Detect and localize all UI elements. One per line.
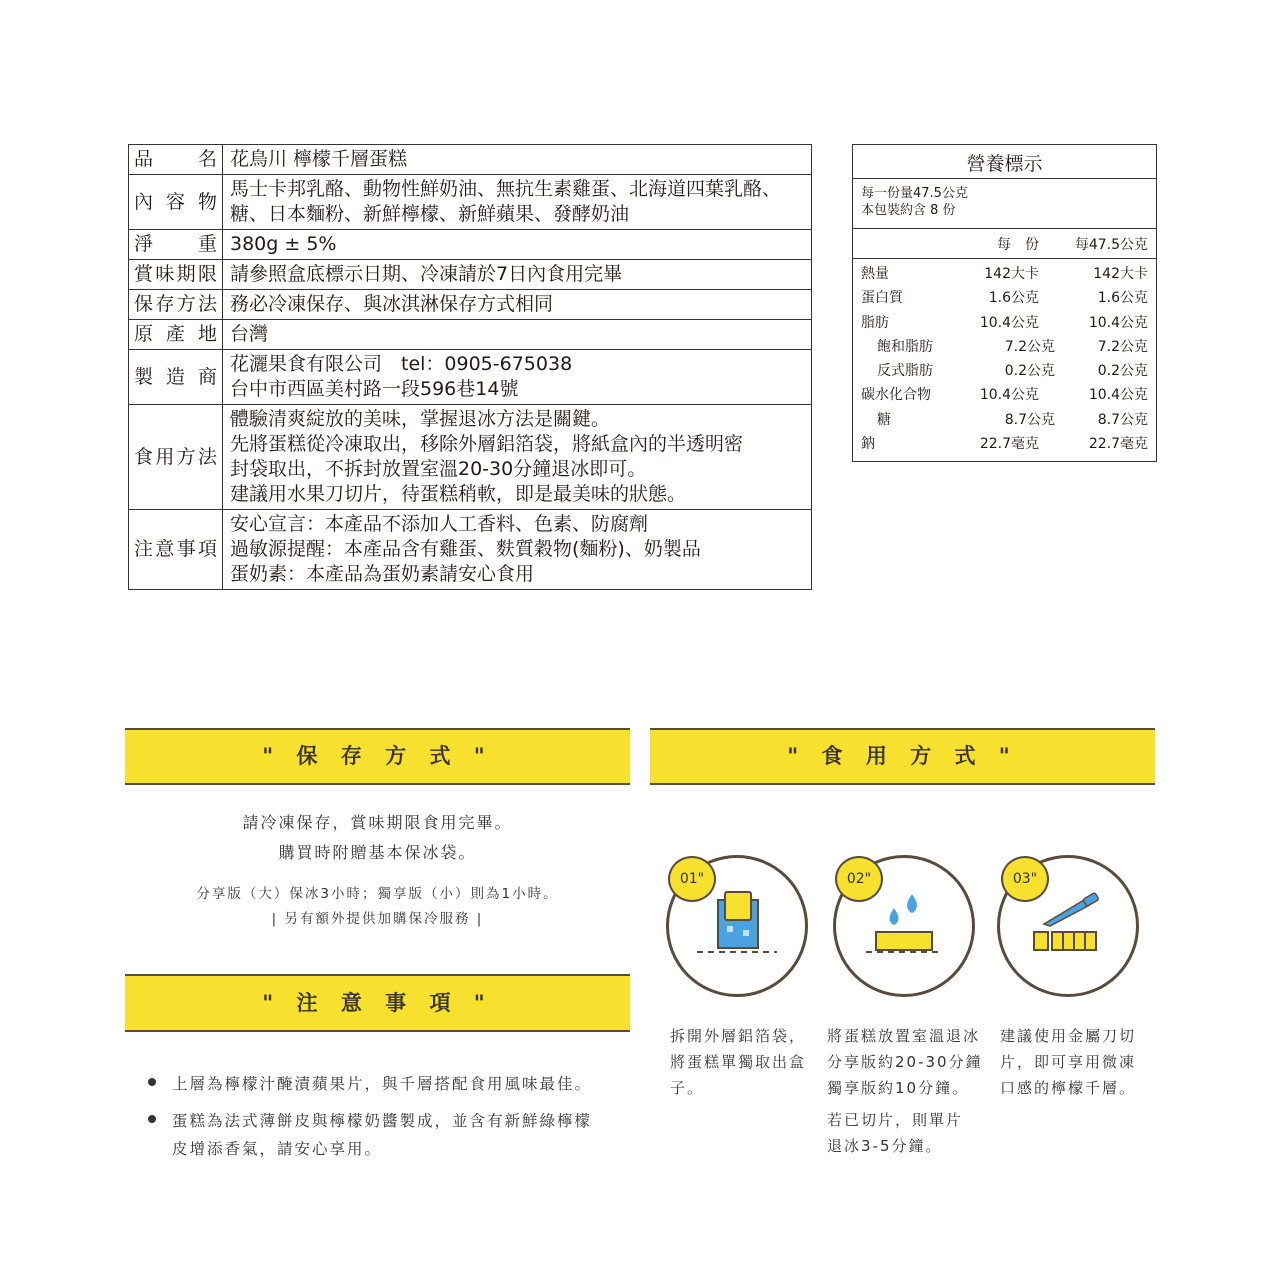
nutrient-per-serving: 7.2公克 xyxy=(1004,338,1055,355)
bullet-icon xyxy=(148,1115,156,1123)
nutrient-per-47g: 10.4公克 xyxy=(1088,314,1148,331)
notes-banner xyxy=(125,974,630,1032)
info-key: 原產地 xyxy=(129,320,223,350)
info-key: 注意事項 xyxy=(129,510,223,590)
info-key: 食用方法 xyxy=(129,405,223,510)
servings-per-pack: 本包裝約含 8 份 xyxy=(861,203,956,218)
serving-size: 每一份量47.5公克 xyxy=(861,186,968,201)
bullet-icon xyxy=(148,1078,156,1086)
col-per-serving: 每 份 xyxy=(997,237,1039,253)
nutrient-per-47g: 7.2公克 xyxy=(1097,338,1148,355)
step-number: 03" xyxy=(1001,856,1049,902)
product-info-table xyxy=(128,144,812,590)
nutrition-row xyxy=(853,311,1156,335)
eating-title: " 食 用 方 式 " xyxy=(787,744,1018,768)
nutrition-serving-info xyxy=(853,179,1156,229)
nutrition-table xyxy=(852,144,1157,462)
step-2-text: 將蛋糕放置室溫退冰 分享版約20-30分鐘 獨享版約10分鐘。 xyxy=(827,1027,983,1097)
step-1-text: 拆開外層鋁箔袋， 將蛋糕單獨取出盒 子。 xyxy=(670,1027,807,1097)
nutrient-per-serving: 0.2公克 xyxy=(1004,363,1055,380)
nutrient-per-47g: 0.2公克 xyxy=(1097,363,1148,380)
info-value: 務必冷凍保存、與冰淇淋保存方式相同 xyxy=(223,290,812,320)
nutrient-per-serving: 142大卡 xyxy=(984,266,1039,282)
info-key: 淨重 xyxy=(129,230,223,260)
info-key: 賞味期限 xyxy=(129,260,223,290)
info-value: 馬士卡邦乳酪、動物性鮮奶油、無抗生素雞蛋、北海道四葉乳酪、 糖、日本麵粉、新鮮檸檬、新鮮蘋果、發酵奶油 xyxy=(223,175,812,230)
info-row xyxy=(129,260,812,290)
info-key: 保存方法 xyxy=(129,290,223,320)
step-2-extra: 若已切片，則單片 退冰3-5分鐘。 xyxy=(827,1111,964,1155)
notes-item-text: 上層為檸檬汁醃漬蘋果片，與千層搭配食用風味最佳。 xyxy=(172,1075,593,1093)
info-row xyxy=(129,510,812,590)
nutrition-title: 營養標示 xyxy=(853,145,1156,179)
nutrition-row xyxy=(853,286,1156,310)
nutrient-name: 蛋白質 xyxy=(861,290,903,307)
nutrient-per-serving: 22.7毫克 xyxy=(979,436,1039,453)
info-key: 內容物 xyxy=(129,175,223,230)
nutrition-row xyxy=(853,408,1156,432)
info-value: 安心宣言：本產品不添加人工香料、色素、防腐劑 過敏源提醒：本產品含有雞蛋、麩質穀物(麵粉)、奶製品 蛋奶素：本產品為蛋奶素請安心食用 xyxy=(223,510,812,590)
info-key: 品名 xyxy=(129,145,223,175)
info-value: 請參照盒底標示日期、冷凍請於7日內食用完畢 xyxy=(223,260,812,290)
storage-line-1: 請冷凍保存，賞味期限食用完畢。 xyxy=(242,813,513,832)
nutrient-per-serving: 1.6公克 xyxy=(988,290,1039,307)
info-row xyxy=(129,290,812,320)
step-3-text: 建議使用金屬刀切 片，即可享用微凍 口感的檸檬千層。 xyxy=(1000,1027,1137,1097)
nutrient-per-serving: 8.7公克 xyxy=(1004,411,1055,428)
info-value: 體驗清爽綻放的美味，掌握退冰方法是關鍵。 先將蛋糕從冷凍取出，移除外層鋁箔袋，將紙盒內的半透明密 封袋取出，不拆封放置室溫20-30分鐘退冰即可。 建議用水果刀切片，待蛋糕稍軟，即是最美味的狀態。 xyxy=(223,405,812,510)
nutrient-per-47g: 8.7公克 xyxy=(1097,411,1148,428)
info-value: 台灣 xyxy=(223,320,812,350)
info-row xyxy=(129,320,812,350)
info-key: 製造商 xyxy=(129,350,223,405)
info-row xyxy=(129,175,812,230)
nutrient-name: 飽和脂肪 xyxy=(877,338,933,355)
nutrition-row xyxy=(853,432,1156,456)
nutrition-row xyxy=(853,335,1156,359)
nutrient-name: 碳水化合物 xyxy=(861,387,931,404)
storage-banner xyxy=(125,728,630,785)
nutrient-per-serving: 10.4公克 xyxy=(979,314,1039,331)
nutrient-name: 反式脂肪 xyxy=(877,363,933,380)
storage-title: " 保 存 方 式 " xyxy=(262,744,493,768)
notes-title: " 注 意 事 項 " xyxy=(262,991,493,1015)
storage-text xyxy=(125,808,630,868)
nutrient-per-47g: 1.6公克 xyxy=(1097,290,1148,307)
nutrient-per-47g: 10.4公克 xyxy=(1088,387,1148,404)
info-row xyxy=(129,350,812,405)
notes-item xyxy=(148,1107,618,1163)
info-row xyxy=(129,145,812,175)
step-number: 01" xyxy=(668,856,716,902)
eating-banner xyxy=(650,728,1155,785)
nutrient-per-47g: 22.7毫克 xyxy=(1088,436,1148,453)
storage-line-3: 分享版（大）保冰3小時；獨享版（小）則為1小時。 xyxy=(196,886,559,902)
nutrition-header xyxy=(853,229,1156,259)
nutrition-row xyxy=(853,383,1156,407)
storage-line-2: 購買時附贈基本保冰袋。 xyxy=(278,843,477,862)
nutrient-name: 熱量 xyxy=(861,266,889,282)
nutrient-per-serving: 10.4公克 xyxy=(979,387,1039,404)
nutrient-name: 鈉 xyxy=(861,436,875,453)
notes-item xyxy=(148,1070,618,1098)
info-value: 花鳥川 檸檬千層蛋糕 xyxy=(223,145,812,175)
nutrition-rows xyxy=(853,259,1156,461)
nutrient-name: 脂肪 xyxy=(861,314,889,331)
notes-item-text: 蛋糕為法式薄餅皮與檸檬奶醬製成，並含有新鮮綠檸檬 皮增添香氣，請安心享用。 xyxy=(172,1112,593,1158)
info-value: 380g ± 5% xyxy=(223,230,812,260)
info-value: 花灑果食有限公司 tel：0905-675038 台中市西區美村路一段596巷14號 xyxy=(223,350,812,405)
step-number: 02" xyxy=(835,856,883,902)
storage-note xyxy=(125,882,630,932)
nutrient-name: 糖 xyxy=(877,411,891,428)
nutrition-row xyxy=(853,262,1156,286)
nutrient-per-47g: 142大卡 xyxy=(1093,266,1148,282)
col-per-47g: 每47.5公克 xyxy=(1074,237,1148,253)
info-row xyxy=(129,230,812,260)
nutrition-row xyxy=(853,359,1156,383)
storage-line-4: | 另有額外提供加購保冷服務 | xyxy=(271,911,484,927)
info-row xyxy=(129,405,812,510)
